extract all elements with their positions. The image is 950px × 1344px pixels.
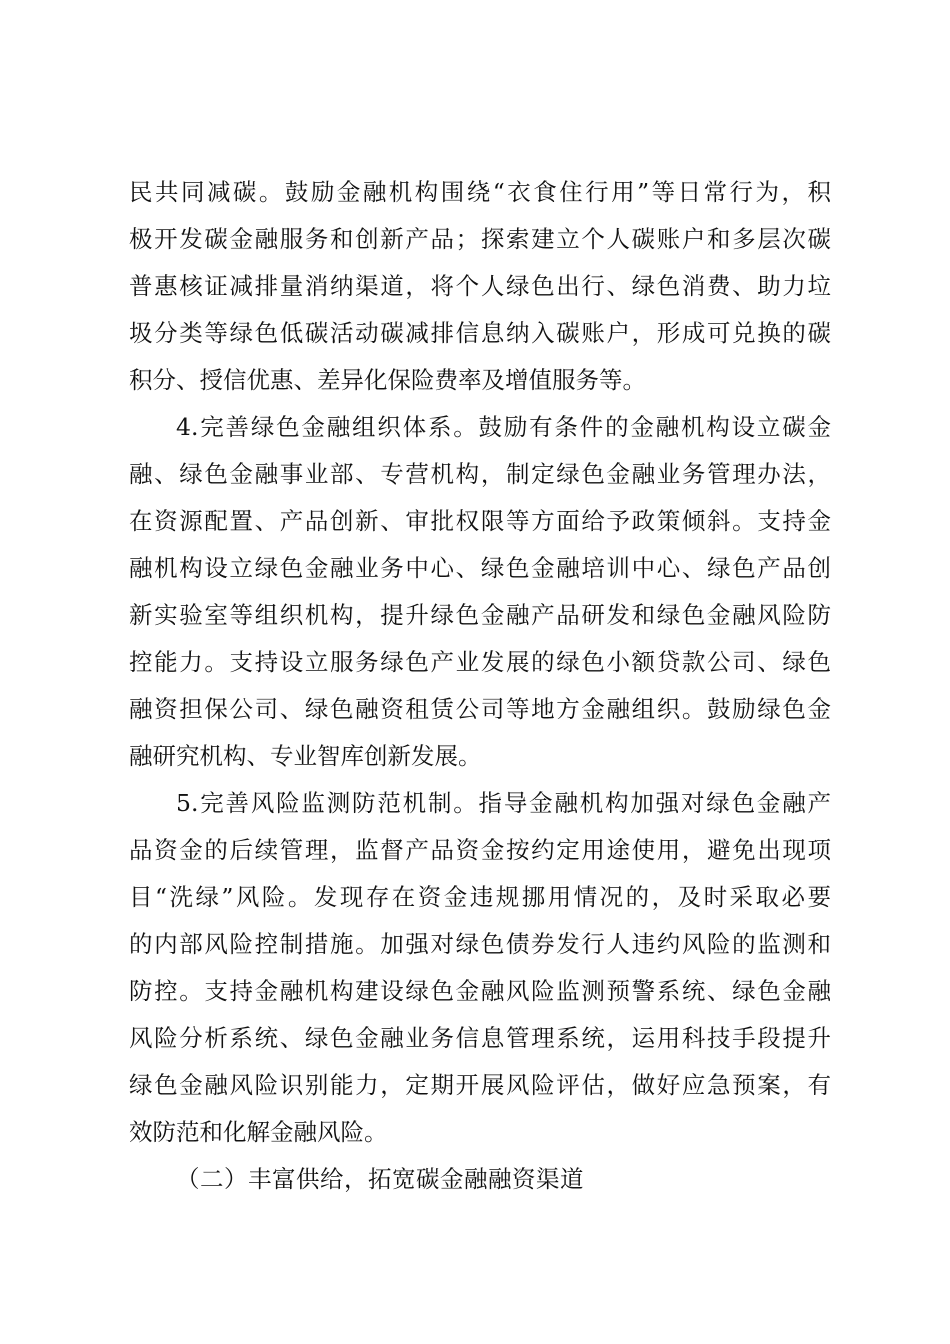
paragraph-line: 绿色金融风险识别能力，定期开展风险评估，做好应急预案，有 [129,1071,831,1099]
paragraph-line: 风险分析系统、绿色金融业务信息管理系统，运用科技手段提升 [129,1024,831,1052]
paragraph-line: 在资源配置、产品创新、审批权限等方面给予政策倾斜。支持金 [129,507,831,535]
paragraph-line: 防控。支持金融机构建设绿色金融风险监测预警系统、绿色金融 [129,977,831,1005]
paragraph-line: 的内部风险控制措施。加强对绿色债券发行人违约风险的监测和 [129,930,831,958]
paragraph-line: 融机构设立绿色金融业务中心、绿色金融培训中心、绿色产品创 [129,554,831,582]
paragraph-line: 普惠核证减排量消纳渠道，将个人绿色出行、绿色消费、助力垃 [129,272,831,300]
item-5-first-line: 5.完善风险监测防范机制。指导金融机构加强对绿色金融产 [176,789,831,817]
paragraph-line: 融、绿色金融事业部、专营机构，制定绿色金融业务管理办法， [129,460,831,488]
paragraph-line: 极开发碳金融服务和创新产品；探索建立个人碳账户和多层次碳 [129,225,831,253]
paragraph-line: 圾分类等绿色低碳活动碳减排信息纳入碳账户，形成可兑换的碳 [129,319,831,347]
paragraph-line: 新实验室等组织机构，提升绿色金融产品研发和绿色金融风险防 [129,601,831,629]
paragraph-line: 融资担保公司、绿色融资租赁公司等地方金融组织。鼓励绿色金 [129,695,831,723]
paragraph-line: 效防范和化解金融风险。 [129,1118,388,1146]
section-heading: （二）丰富供给，拓宽碳金融融资渠道 [176,1165,584,1193]
paragraph-line: 品资金的后续管理，监督产品资金按约定用途使用，避免出现项 [129,836,831,864]
item-4-first-line: 4.完善绿色金融组织体系。鼓励有条件的金融机构设立碳金 [176,413,831,441]
paragraph-line: 控能力。支持设立服务绿色产业发展的绿色小额贷款公司、绿色 [129,648,831,676]
paragraph-line: 目“洗绿”风险。发现存在资金违规挪用情况的，及时采取必要 [129,883,831,911]
paragraph-line: 积分、授信优惠、差异化保险费率及增值服务等。 [129,366,646,394]
paragraph-line: 民共同减碳。鼓励金融机构围绕“衣食住行用”等日常行为，积 [129,178,831,206]
paragraph-line: 融研究机构、专业智库创新发展。 [129,742,482,770]
